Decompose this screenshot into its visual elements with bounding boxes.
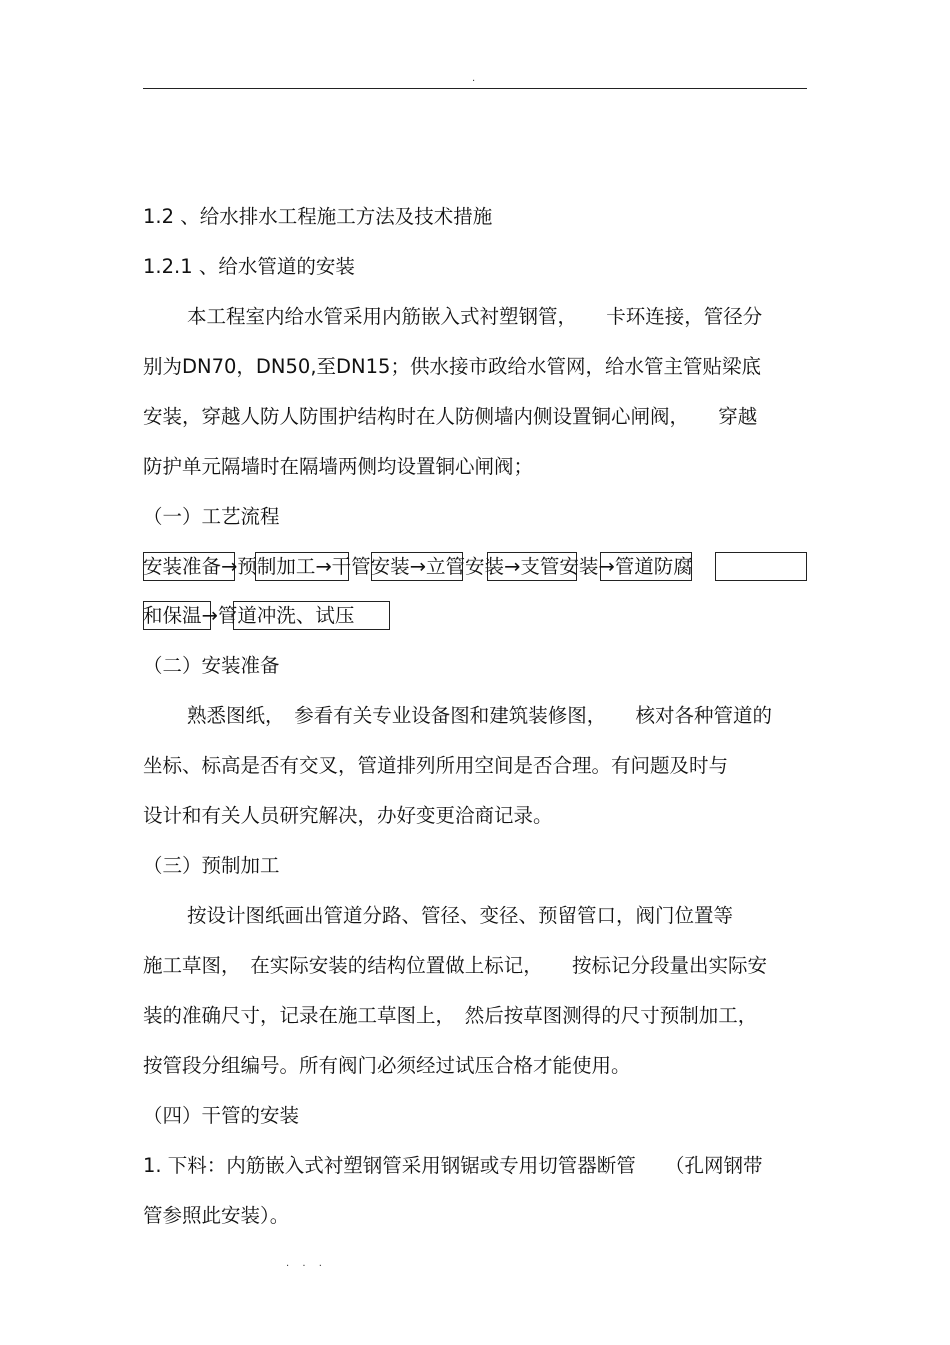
paragraph-line: 熟悉图纸， 参看有关专业设备图和建筑装修图， 核对各种管道的	[187, 704, 773, 727]
item-heading-4: （四）干管的安装	[143, 1104, 300, 1127]
paragraph-line: 安装，穿越人防人防围护结构时在人防侧墙内侧设置铜心闸阀， 穿越	[143, 405, 758, 428]
paragraph-line: 设计和有关人员研究解决，办好变更洽商记录。	[143, 804, 553, 827]
paragraph-line: 施工草图， 在实际安装的结构位置做上标记， 按标记分段量出实际安	[143, 954, 768, 977]
footer-marks: . . .	[286, 1258, 327, 1269]
paragraph-line: 坐标、标高是否有交叉，管道排列所用空间是否合理。有问题及时与	[143, 754, 729, 777]
paragraph-line: 管参照此安装）。	[143, 1204, 290, 1227]
paragraph-line: 1. 下料：内筋嵌入式衬塑钢管采用钢锯或专用切管器断管 （孔网钢带	[143, 1154, 763, 1177]
paragraph-line: 别为DN70，DN50,至DN15；供水接市政给水管网，给水管主管贴梁底	[143, 355, 761, 378]
process-flow-line: 和保温→管道冲洗、试压	[143, 604, 355, 627]
paragraph-line: 装的准确尺寸，记录在施工草图上， 然后按草图测得的尺寸预制加工，	[143, 1004, 758, 1027]
paragraph-line: 本工程室内给水管采用内筋嵌入式衬塑钢管， 卡环连接，管径分	[187, 305, 763, 328]
paragraph-line: 按管段分组编号。所有阀门必须经过试压合格才能使用。	[143, 1054, 631, 1077]
process-flow-line: 安装准备→预制加工→干管安装→立管安装→支管安装→管道防腐	[143, 555, 693, 578]
subsection-heading-1-2-1: 1.2.1 、给水管道的安装	[143, 255, 355, 278]
item-heading-3: （三）预制加工	[143, 854, 280, 877]
header-rule	[143, 88, 807, 89]
section-heading-1-2: 1.2 、给水排水工程施工方法及技术措施	[143, 205, 493, 228]
item-heading-2: （二）安装准备	[143, 654, 280, 677]
paragraph-line: 按设计图纸画出管道分路、管径、变径、预留管口，阀门位置等	[187, 904, 734, 927]
item-heading-1: （一）工艺流程	[143, 505, 280, 528]
header-mark: .	[472, 73, 476, 84]
paragraph-line: 防护单元隔墙时在隔墙两侧均设置铜心闸阀；	[143, 455, 534, 478]
